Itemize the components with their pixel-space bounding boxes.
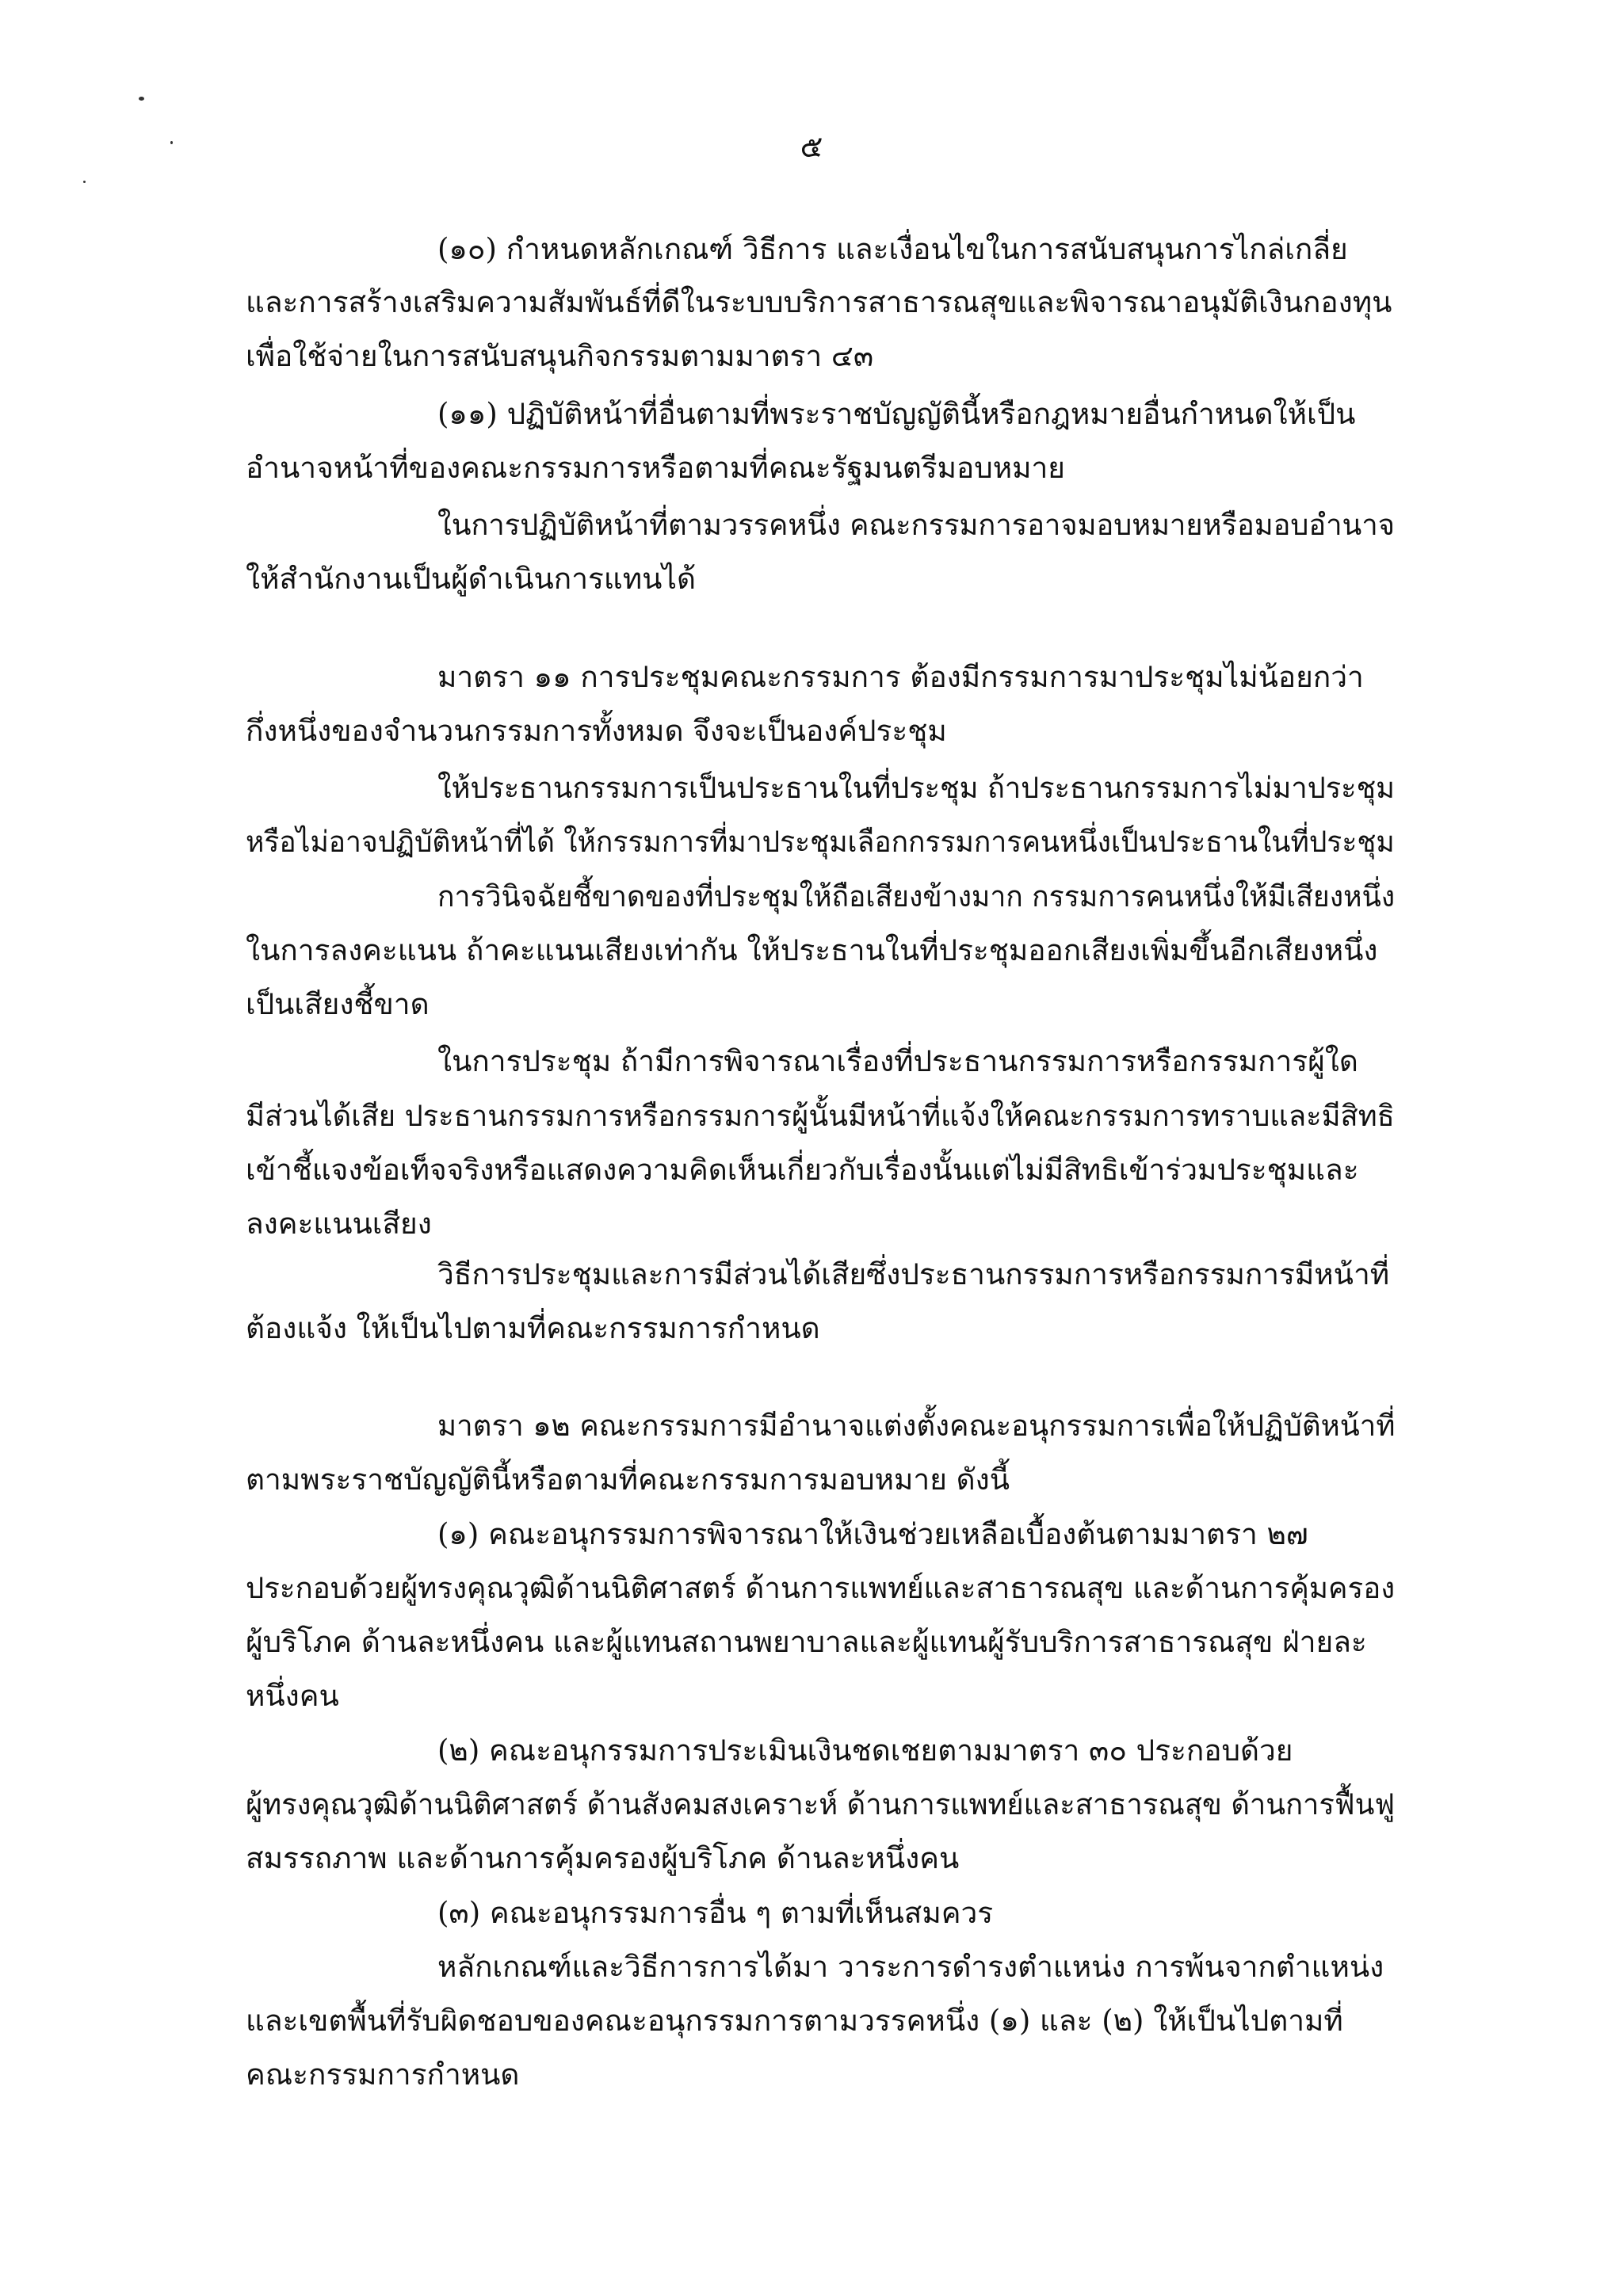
paragraph-line: ตามพระราชบัญญัตินี้หรือตามที่คณะกรรมการมอบหมาย ดังนี้ — [246, 1463, 1010, 1497]
paragraph-line: ผู้ทรงคุณวุฒิด้านนิติศาสตร์ ด้านสังคมสงเคราะห์ ด้านการแพทย์และสาธารณสุข ด้านการฟื้นฟู — [246, 1787, 1396, 1821]
paragraph-line: เพื่อใช้จ่ายในการสนับสนุนกิจกรรมตามมาตรา ๔๓ — [246, 339, 874, 373]
paragraph-line: ให้สำนักงานเป็นผู้ดำเนินการแทนได้ — [246, 562, 697, 596]
paragraph-line: ต้องแจ้ง ให้เป็นไปตามที่คณะกรรมการกำหนด — [246, 1311, 820, 1345]
paragraph-first-line: วิธีการประชุมและการมีส่วนได้เสียซึ่งประธานกรรมการหรือกรรมการมีหน้าที่ — [437, 1257, 1390, 1291]
paragraph-line: ประกอบด้วยผู้ทรงคุณวุฒิด้านนิติศาสตร์ ด้านการแพทย์และสาธารณสุข และด้านการคุ้มครอง — [246, 1571, 1396, 1605]
paragraph-first-line: มาตรา ๑๑ การประชุมคณะกรรมการ ต้องมีกรรมการมาประชุมไม่น้อยกว่า — [437, 660, 1364, 694]
paragraph-line: อำนาจหน้าที่ของคณะกรรมการหรือตามที่คณะรัฐมนตรีมอบหมาย — [246, 451, 1065, 485]
paragraph-first-line: ให้ประธานกรรมการเป็นประธานในที่ประชุม ถ้าประธานกรรมการไม่มาประชุม — [437, 771, 1395, 805]
paragraph-line: และการสร้างเสริมความสัมพันธ์ที่ดีในระบบบริการสาธารณสุขและพิจารณาอนุมัติเงินกองทุน — [246, 285, 1392, 319]
scan-speck — [139, 97, 144, 101]
paragraph-line: หนึ่งคน — [246, 1679, 339, 1713]
paragraph-line: ผู้บริโภค ด้านละหนึ่งคน และผู้แทนสถานพยาบาลและผู้แทนผู้รับบริการสาธารณสุข ฝ่ายละ — [246, 1625, 1367, 1659]
paragraph-line: กึ่งหนึ่งของจำนวนกรรมการทั้งหมด จึงจะเป็นองค์ประชุม — [246, 714, 947, 748]
paragraph-line: หรือไม่อาจปฏิบัติหน้าที่ได้ ให้กรรมการที่มาประชุมเลือกกรรมการคนหนึ่งเป็นประธานในที่ประชุม — [246, 825, 1395, 859]
paragraph-first-line: (๑๑) ปฏิบัติหน้าที่อื่นตามที่พระราชบัญญัตินี้หรือกฎหมายอื่นกำหนดให้เป็น — [437, 397, 1356, 431]
paragraph-first-line: ในการประชุม ถ้ามีการพิจารณาเรื่องที่ประธานกรรมการหรือกรรมการผู้ใด — [437, 1044, 1358, 1078]
paragraph-first-line: มาตรา ๑๒ คณะกรรมการมีอำนาจแต่งตั้งคณะอนุกรรมการเพื่อให้ปฏิบัติหน้าที่ — [437, 1409, 1396, 1443]
paragraph-line: และเขตพื้นที่รับผิดชอบของคณะอนุกรรมการตามวรรคหนึ่ง (๑) และ (๒) ให้เป็นไปตามที่ — [246, 2004, 1343, 2038]
paragraph-line: เป็นเสียงชี้ขาด — [246, 987, 430, 1021]
paragraph-first-line: ในการปฏิบัติหน้าที่ตามวรรคหนึ่ง คณะกรรมการอาจมอบหมายหรือมอบอำนาจ — [437, 508, 1395, 542]
paragraph-first-line: (๓) คณะอนุกรรมการอื่น ๆ ตามที่เห็นสมควร — [437, 1896, 994, 1930]
paragraph-line: สมรรถภาพ และด้านการคุ้มครองผู้บริโภค ด้านละหนึ่งคน — [246, 1841, 960, 1875]
paragraph-line: คณะกรรมการกำหนด — [246, 2058, 520, 2092]
paragraph-first-line: (๒) คณะอนุกรรมการประเมินเงินชดเชยตามมาตรา ๓๐ ประกอบด้วย — [437, 1733, 1293, 1768]
paragraph-first-line: (๑) คณะอนุกรรมการพิจารณาให้เงินช่วยเหลือเบื้องต้นตามมาตรา ๒๗ — [437, 1517, 1308, 1551]
paragraph-line: มีส่วนได้เสีย ประธานกรรมการหรือกรรมการผู้นั้นมีหน้าที่แจ้งให้คณะกรรมการทราบและมีสิทธิ — [246, 1099, 1395, 1133]
paragraph-line: เข้าชี้แจงข้อเท็จจริงหรือแสดงความคิดเห็นเกี่ยวกับเรื่องนั้นแต่ไม่มีสิทธิเข้าร่วมประชุมและ — [246, 1153, 1359, 1187]
page-number: ๕ — [800, 129, 823, 164]
paragraph-line: ในการลงคะแนน ถ้าคะแนนเสียงเท่ากัน ให้ประธานในที่ประชุมออกเสียงเพิ่มขึ้นอีกเสียงหนึ่ง — [246, 933, 1378, 967]
paragraph-first-line: การวินิจฉัยชี้ขาดของที่ประชุมให้ถือเสียงข้างมาก กรรมการคนหนึ่งให้มีเสียงหนึ่ง — [437, 879, 1396, 913]
paragraph-first-line: (๑๐) กำหนดหลักเกณฑ์ วิธีการ และเงื่อนไขในการสนับสนุนการไกล่เกลี่ย — [437, 232, 1348, 266]
paragraph-line: ลงคะแนนเสียง — [246, 1207, 432, 1241]
paragraph-first-line: หลักเกณฑ์และวิธีการการได้มา วาระการดำรงตำแหน่ง การพ้นจากตำแหน่ง — [437, 1950, 1384, 1984]
scan-speck — [83, 181, 86, 183]
